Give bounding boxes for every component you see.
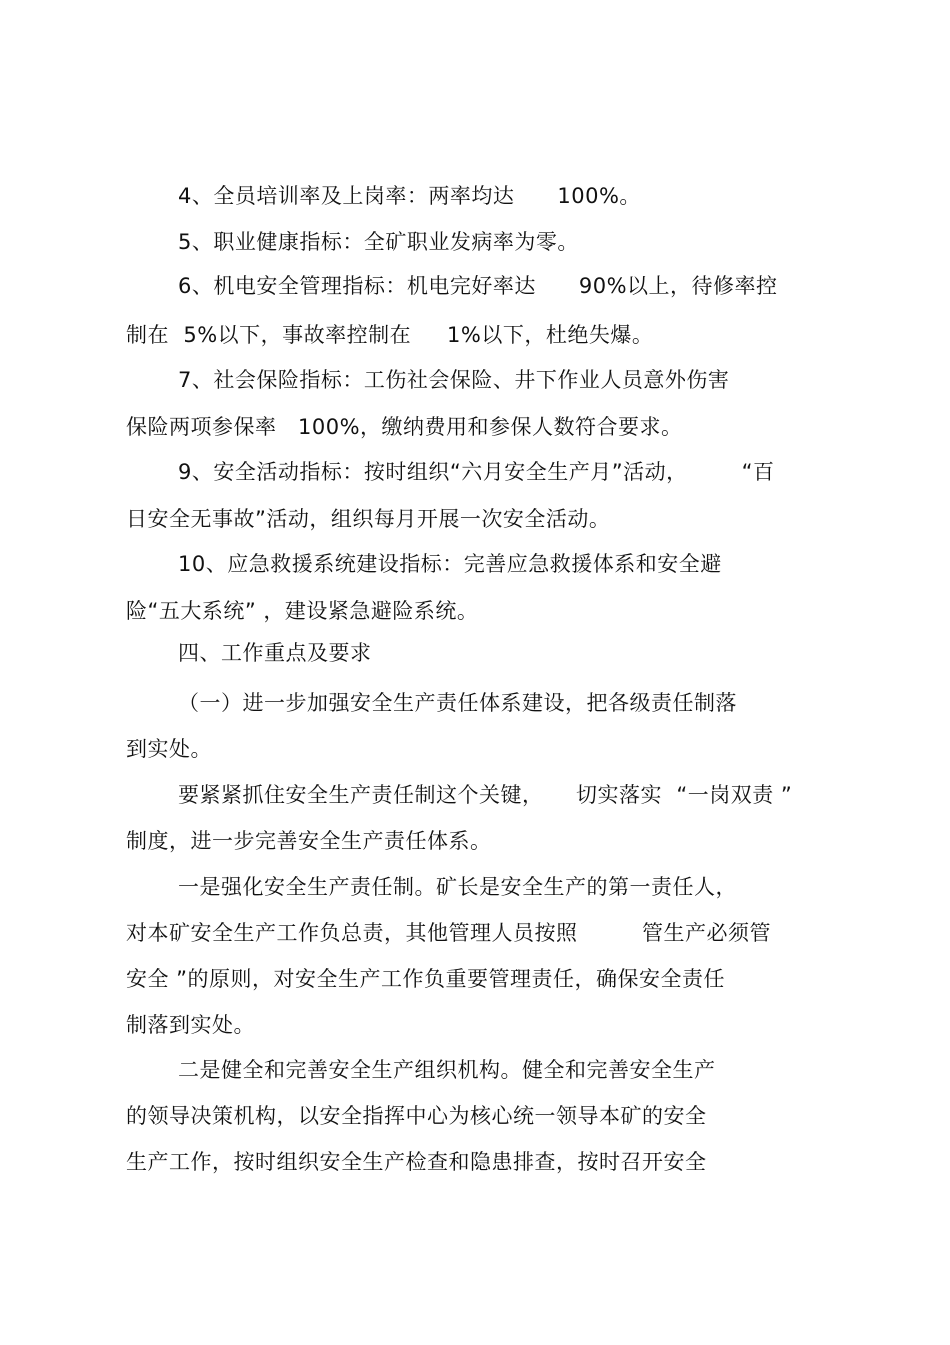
text-line: 的领导决策机构，以安全指挥中心为核心统一领导本矿的安全 — [126, 1104, 707, 1128]
section-heading: 四、工作重点及要求 — [178, 641, 372, 665]
text-line: 生产工作，按时组织安全生产检查和隐患排查，按时召开安全 — [126, 1150, 707, 1174]
text-line: 9、安全活动指标：按时组织“六月安全生产月”活动， “百 — [178, 460, 775, 484]
text-line: 对本矿安全生产工作负总责，其他管理人员按照 管生产必须管 — [126, 921, 771, 945]
text-line: 制落到实处。 — [126, 1013, 255, 1037]
text-line: 安全 ”的原则，对安全生产工作负重要管理责任，确保安全责任 — [126, 967, 726, 991]
text-line: 6、机电安全管理指标：机电完好率达 90%以上，待修率控 — [178, 274, 778, 298]
text-line: 要紧紧抓住安全生产责任制这个关键， 切实落实 “一岗双责 ” — [178, 783, 793, 807]
text-line: 制在 5%以下，事故率控制在 1%以下，杜绝失爆。 — [126, 323, 654, 347]
text-line: 二是健全和完善安全生产组织机构。健全和完善安全生产 — [178, 1058, 716, 1082]
text-line: 到实处。 — [126, 737, 212, 761]
text-line: 制度，进一步完善安全生产责任体系。 — [126, 829, 492, 853]
text-line: 7、社会保险指标：工伤社会保险、井下作业人员意外伤害 — [178, 368, 730, 392]
text-line: 险“五大系统” ，建设紧急避险系统。 — [126, 599, 479, 623]
text-line: 4、全员培训率及上岗率：两率均达 100%。 — [178, 184, 641, 208]
text-line: 一是强化安全生产责任制。矿长是安全生产的第一责任人， — [178, 875, 737, 899]
text-line: 5、职业健康指标：全矿职业发病率为零。 — [178, 230, 579, 254]
text-line: 保险两项参保率 100%，缴纳费用和参保人数符合要求。 — [126, 415, 683, 439]
subsection-heading: （一）进一步加强安全生产责任体系建设，把各级责任制落 — [178, 691, 737, 715]
text-line: 10、应急救援系统建设指标：完善应急救援体系和安全避 — [178, 552, 722, 576]
text-line: 日安全无事故”活动，组织每月开展一次安全活动。 — [126, 507, 611, 531]
